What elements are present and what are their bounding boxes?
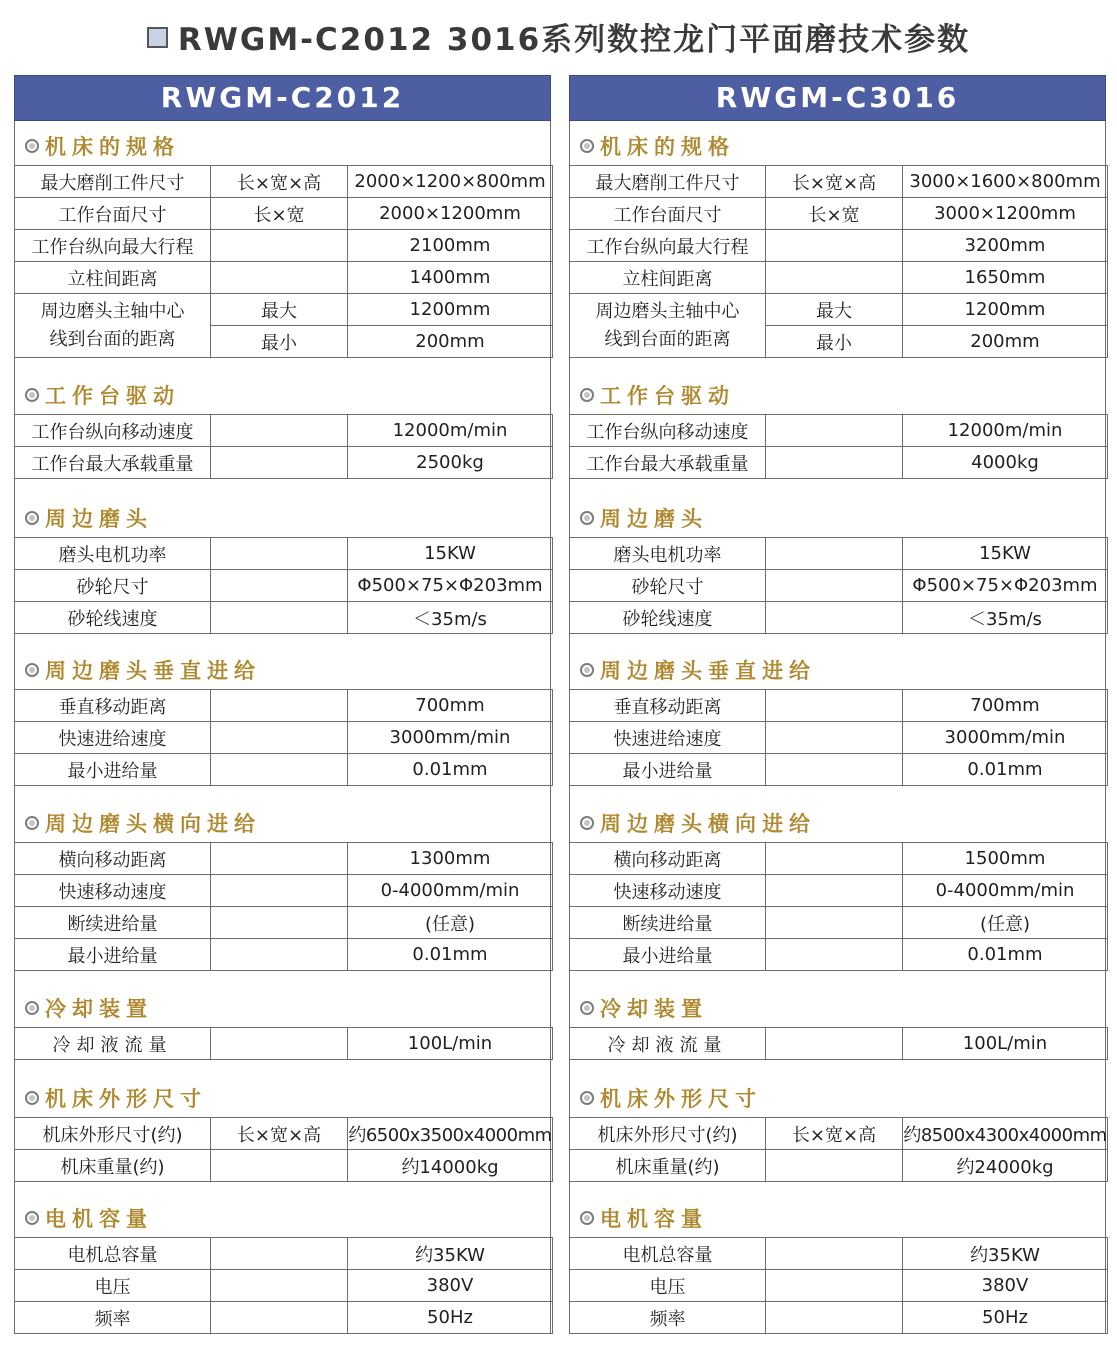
spec-name-multiline xyxy=(15,294,211,358)
spec-name: 快速移动速度 xyxy=(15,875,211,907)
table-row xyxy=(15,1028,553,1060)
spec-name: 电机总容量 xyxy=(570,1238,766,1270)
spec-value: 约14000kg xyxy=(348,1150,553,1182)
spec-name: 快速进给速度 xyxy=(15,722,211,754)
spec-table xyxy=(14,1237,553,1334)
table-row xyxy=(570,1302,1108,1334)
spec-table xyxy=(569,414,1108,479)
spec-sub: 长×宽 xyxy=(766,198,903,230)
spec-sub xyxy=(211,843,348,875)
spec-value: 3000×1200mm xyxy=(903,198,1108,230)
spec-name: 快速进给速度 xyxy=(570,722,766,754)
spec-value: 100L/min xyxy=(348,1028,553,1060)
spec-name: 电压 xyxy=(15,1270,211,1302)
section-title xyxy=(25,378,180,412)
spec-value: 1200mm xyxy=(348,294,553,326)
spec-name: 垂直移动距离 xyxy=(15,690,211,722)
spec-sub xyxy=(766,262,903,294)
spec-value: 3000mm/min xyxy=(348,722,553,754)
table-row xyxy=(15,907,553,939)
spec-name-line: 线到台面的距离 xyxy=(49,328,176,350)
spec-sub xyxy=(766,1302,903,1334)
spec-value: 约35KW xyxy=(903,1238,1108,1270)
spec-name: 机床重量(约) xyxy=(570,1150,766,1182)
section-title-text: 周边磨头 xyxy=(45,507,153,531)
spec-sub xyxy=(211,1238,348,1270)
spec-name: 快速移动速度 xyxy=(570,875,766,907)
spec-sub xyxy=(211,570,348,602)
spec-sub xyxy=(766,447,903,479)
spec-sub xyxy=(766,754,903,786)
table-row xyxy=(570,1028,1108,1060)
spec-name: 最小进给量 xyxy=(570,939,766,971)
spec-sub xyxy=(766,602,903,634)
spec-table xyxy=(569,165,1108,358)
spec-name: 断续进给量 xyxy=(15,907,211,939)
model-header: RWGM-C2012 xyxy=(14,75,551,121)
spec-name: 最小进给量 xyxy=(570,754,766,786)
section-title xyxy=(25,501,153,535)
spec-sub xyxy=(766,1028,903,1060)
table-row xyxy=(570,722,1108,754)
section-title-text: 周边磨头垂直进给 xyxy=(45,659,261,683)
spec-value: 0.01mm xyxy=(348,754,553,786)
spec-value: 15KW xyxy=(903,538,1108,570)
spec-sub xyxy=(211,1028,348,1060)
circle-bullet-icon xyxy=(580,1091,594,1105)
table-row xyxy=(15,754,553,786)
circle-bullet-icon xyxy=(25,1001,39,1015)
table-row xyxy=(15,262,553,294)
spec-sub: 长×宽×高 xyxy=(211,166,348,198)
spec-value: 2000×1200×800mm xyxy=(348,166,553,198)
spec-value: 380V xyxy=(348,1270,553,1302)
table-row xyxy=(570,230,1108,262)
section-title-text: 电机容量 xyxy=(600,1207,708,1231)
section-title xyxy=(580,129,735,163)
table-row xyxy=(570,602,1108,634)
table-row xyxy=(570,1270,1108,1302)
spec-name: 工作台最大承载重量 xyxy=(15,447,211,479)
spec-value: 0-4000mm/min xyxy=(903,875,1108,907)
circle-bullet-icon xyxy=(25,139,39,153)
spec-name: 工作台面尺寸 xyxy=(15,198,211,230)
section-title xyxy=(25,806,261,840)
spec-value: 50Hz xyxy=(348,1302,553,1334)
circle-bullet-icon xyxy=(580,1211,594,1225)
spec-sub xyxy=(211,939,348,971)
spec-panel-body xyxy=(569,121,1106,1334)
circle-bullet-icon xyxy=(25,511,39,525)
spec-sub xyxy=(211,690,348,722)
spec-value: 1400mm xyxy=(348,262,553,294)
spec-sub xyxy=(766,843,903,875)
table-row xyxy=(570,754,1108,786)
spec-name: 磨头电机功率 xyxy=(570,538,766,570)
table-row xyxy=(15,230,553,262)
page-title: RWGM-C2012 3016系列数控龙门平面磨技术参数 xyxy=(177,21,971,58)
spec-sub xyxy=(211,230,348,262)
spec-value: 12000m/min xyxy=(348,415,553,447)
spec-sub xyxy=(766,538,903,570)
section-title-text: 电机容量 xyxy=(45,1207,153,1231)
spec-value: 380V xyxy=(903,1270,1108,1302)
spec-name: 频率 xyxy=(15,1302,211,1334)
table-row xyxy=(15,294,553,326)
spec-name: 工作台纵向移动速度 xyxy=(15,415,211,447)
spec-name: 频率 xyxy=(570,1302,766,1334)
spec-sub xyxy=(766,1270,903,1302)
spec-name-line: 周边磨头主轴中心 xyxy=(40,300,185,322)
spec-value: 3000mm/min xyxy=(903,722,1108,754)
spec-value: 1500mm xyxy=(903,843,1108,875)
spec-table xyxy=(14,1117,553,1182)
table-row xyxy=(15,1302,553,1334)
spec-table xyxy=(569,689,1108,786)
circle-bullet-icon xyxy=(25,663,39,677)
spec-value: Φ500×75×Φ203mm xyxy=(903,570,1108,602)
table-row xyxy=(15,166,553,198)
table-row xyxy=(15,722,553,754)
table-row xyxy=(570,1118,1108,1150)
spec-sub xyxy=(766,570,903,602)
spec-sub: 最小 xyxy=(211,326,348,358)
table-row xyxy=(15,1118,553,1150)
spec-name: 机床重量(约) xyxy=(15,1150,211,1182)
circle-bullet-icon xyxy=(580,388,594,402)
spec-sub xyxy=(211,875,348,907)
circle-bullet-icon xyxy=(580,139,594,153)
spec-sub xyxy=(766,907,903,939)
circle-bullet-icon xyxy=(25,816,39,830)
table-row xyxy=(570,294,1108,326)
spec-sub xyxy=(766,690,903,722)
spec-value: 1200mm xyxy=(903,294,1108,326)
section-title xyxy=(580,991,708,1025)
spec-table xyxy=(14,1027,553,1060)
spec-value: 4000kg xyxy=(903,447,1108,479)
spec-name: 横向移动距离 xyxy=(15,843,211,875)
table-row xyxy=(15,875,553,907)
section-title xyxy=(580,1081,762,1115)
table-row xyxy=(15,538,553,570)
spec-value: 约24000kg xyxy=(903,1150,1108,1182)
spec-name: 立柱间距离 xyxy=(15,262,211,294)
spec-name: 冷却液流量 xyxy=(570,1028,766,1060)
section-title-text: 工作台驱动 xyxy=(600,384,735,408)
spec-name: 工作台纵向最大行程 xyxy=(570,230,766,262)
table-row xyxy=(570,415,1108,447)
spec-name: 最小进给量 xyxy=(15,939,211,971)
circle-bullet-icon xyxy=(580,663,594,677)
spec-sub: 长×宽×高 xyxy=(766,166,903,198)
spec-sub: 最小 xyxy=(766,326,903,358)
section-title xyxy=(25,1201,153,1235)
spec-name: 磨头电机功率 xyxy=(15,538,211,570)
section-title xyxy=(580,653,816,687)
spec-table xyxy=(14,414,553,479)
table-row xyxy=(15,602,553,634)
spec-sub xyxy=(766,1150,903,1182)
table-row xyxy=(570,262,1108,294)
table-row xyxy=(570,843,1108,875)
spec-sub xyxy=(211,1302,348,1334)
section-title xyxy=(25,1081,207,1115)
spec-sub xyxy=(766,415,903,447)
spec-name: 机床外形尺寸(约) xyxy=(15,1118,211,1150)
spec-name: 机床外形尺寸(约) xyxy=(570,1118,766,1150)
spec-sub xyxy=(766,1238,903,1270)
spec-sub: 最大 xyxy=(211,294,348,326)
spec-table xyxy=(569,1117,1108,1182)
spec-name: 断续进给量 xyxy=(570,907,766,939)
section-title-text: 机床的规格 xyxy=(45,135,180,159)
spec-value: 1650mm xyxy=(903,262,1108,294)
spec-table xyxy=(14,165,553,358)
table-row xyxy=(570,690,1108,722)
table-row xyxy=(15,690,553,722)
table-row xyxy=(15,939,553,971)
spec-name: 工作台最大承载重量 xyxy=(570,447,766,479)
spec-name: 工作台纵向移动速度 xyxy=(570,415,766,447)
spec-sub xyxy=(211,722,348,754)
table-row xyxy=(15,447,553,479)
spec-name-multiline xyxy=(570,294,766,358)
spec-name: 电机总容量 xyxy=(15,1238,211,1270)
spec-sub: 长×宽 xyxy=(211,198,348,230)
square-icon xyxy=(147,27,168,48)
table-row xyxy=(570,447,1108,479)
spec-sub xyxy=(211,1270,348,1302)
circle-bullet-icon xyxy=(25,1211,39,1225)
spec-sub xyxy=(211,907,348,939)
section-title-text: 工作台驱动 xyxy=(45,384,180,408)
spec-value: 约6500x3500x4000mm xyxy=(348,1118,553,1150)
spec-name: 最小进给量 xyxy=(15,754,211,786)
spec-value: 0.01mm xyxy=(903,939,1108,971)
spec-name: 冷却液流量 xyxy=(15,1028,211,1060)
spec-sub xyxy=(211,415,348,447)
spec-value: 约8500x4300x4000mm xyxy=(903,1118,1108,1150)
spec-sub xyxy=(211,538,348,570)
spec-value: 2500kg xyxy=(348,447,553,479)
table-row xyxy=(570,875,1108,907)
circle-bullet-icon xyxy=(580,1001,594,1015)
spec-name-line: 线到台面的距离 xyxy=(604,328,731,350)
spec-name: 砂轮线速度 xyxy=(570,602,766,634)
table-row xyxy=(570,166,1108,198)
section-title xyxy=(580,1201,708,1235)
spec-name: 最大磨削工件尺寸 xyxy=(15,166,211,198)
model-header: RWGM-C3016 xyxy=(569,75,1106,121)
spec-panel-c2012 xyxy=(14,75,551,1334)
section-title xyxy=(25,991,153,1025)
table-row xyxy=(570,1238,1108,1270)
circle-bullet-icon xyxy=(580,511,594,525)
section-title-text: 机床外形尺寸 xyxy=(600,1087,762,1111)
section-title-text: 机床的规格 xyxy=(600,135,735,159)
spec-value: 0.01mm xyxy=(903,754,1108,786)
spec-name-line: 周边磨头主轴中心 xyxy=(595,300,740,322)
spec-value: 200mm xyxy=(348,326,553,358)
table-row xyxy=(570,1150,1108,1182)
spec-sub: 长×宽×高 xyxy=(211,1118,348,1150)
spec-value: 约35KW xyxy=(348,1238,553,1270)
spec-name: 工作台面尺寸 xyxy=(570,198,766,230)
section-title-text: 周边磨头横向进给 xyxy=(45,812,261,836)
section-title xyxy=(580,378,735,412)
table-row xyxy=(15,198,553,230)
spec-table xyxy=(569,842,1108,971)
page-title-bar xyxy=(0,10,1117,62)
spec-value: 3000×1600×800mm xyxy=(903,166,1108,198)
spec-table xyxy=(14,537,553,634)
spec-value: 50Hz xyxy=(903,1302,1108,1334)
spec-value: 0.01mm xyxy=(348,939,553,971)
spec-sub xyxy=(211,447,348,479)
spec-value: 1300mm xyxy=(348,843,553,875)
spec-panel-c3016 xyxy=(569,75,1106,1334)
spec-sub xyxy=(766,230,903,262)
spec-sub xyxy=(766,875,903,907)
spec-name: 垂直移动距离 xyxy=(570,690,766,722)
spec-sub xyxy=(766,939,903,971)
spec-table xyxy=(569,1027,1108,1060)
section-title xyxy=(580,501,708,535)
spec-name: 砂轮尺寸 xyxy=(15,570,211,602)
spec-value: Φ500×75×Φ203mm xyxy=(348,570,553,602)
spec-table xyxy=(569,1237,1108,1334)
table-row xyxy=(15,570,553,602)
spec-value: 700mm xyxy=(903,690,1108,722)
table-row xyxy=(570,538,1108,570)
spec-value: 3200mm xyxy=(903,230,1108,262)
table-row xyxy=(15,1238,553,1270)
section-title-text: 冷却装置 xyxy=(600,997,708,1021)
spec-value: 12000m/min xyxy=(903,415,1108,447)
table-row xyxy=(570,198,1108,230)
spec-name: 砂轮尺寸 xyxy=(570,570,766,602)
spec-value: 0-4000mm/min xyxy=(348,875,553,907)
section-title-text: 机床外形尺寸 xyxy=(45,1087,207,1111)
spec-name: 砂轮线速度 xyxy=(15,602,211,634)
section-title-text: 周边磨头 xyxy=(600,507,708,531)
table-row xyxy=(15,415,553,447)
spec-value: ＜35m/s xyxy=(348,602,553,634)
spec-name: 横向移动距离 xyxy=(570,843,766,875)
spec-sub xyxy=(211,1150,348,1182)
spec-name: 最大磨削工件尺寸 xyxy=(570,166,766,198)
spec-value: 200mm xyxy=(903,326,1108,358)
section-title xyxy=(580,806,816,840)
spec-panel-body xyxy=(14,121,551,1334)
spec-table xyxy=(14,842,553,971)
spec-sub: 长×宽×高 xyxy=(766,1118,903,1150)
spec-value: 100L/min xyxy=(903,1028,1108,1060)
spec-value: 700mm xyxy=(348,690,553,722)
spec-value: 2100mm xyxy=(348,230,553,262)
spec-value: 2000×1200mm xyxy=(348,198,553,230)
section-title-text: 周边磨头横向进给 xyxy=(600,812,816,836)
spec-sub xyxy=(211,754,348,786)
section-title xyxy=(25,653,261,687)
spec-table xyxy=(14,689,553,786)
spec-value: 15KW xyxy=(348,538,553,570)
spec-value: ＜35m/s xyxy=(903,602,1108,634)
spec-name: 电压 xyxy=(570,1270,766,1302)
spec-value: (任意) xyxy=(903,907,1108,939)
spec-sub xyxy=(211,262,348,294)
spec-sub xyxy=(766,722,903,754)
table-row xyxy=(570,939,1108,971)
section-title xyxy=(25,129,180,163)
table-row xyxy=(570,570,1108,602)
section-title-text: 周边磨头垂直进给 xyxy=(600,659,816,683)
table-row xyxy=(570,907,1108,939)
spec-value: (任意) xyxy=(348,907,553,939)
table-row xyxy=(15,1270,553,1302)
spec-sub xyxy=(211,602,348,634)
spec-name: 工作台纵向最大行程 xyxy=(15,230,211,262)
spec-name: 立柱间距离 xyxy=(570,262,766,294)
table-row xyxy=(15,1150,553,1182)
table-row xyxy=(15,843,553,875)
section-title-text: 冷却装置 xyxy=(45,997,153,1021)
circle-bullet-icon xyxy=(580,816,594,830)
spec-table xyxy=(569,537,1108,634)
circle-bullet-icon xyxy=(25,1091,39,1105)
circle-bullet-icon xyxy=(25,388,39,402)
spec-sub: 最大 xyxy=(766,294,903,326)
